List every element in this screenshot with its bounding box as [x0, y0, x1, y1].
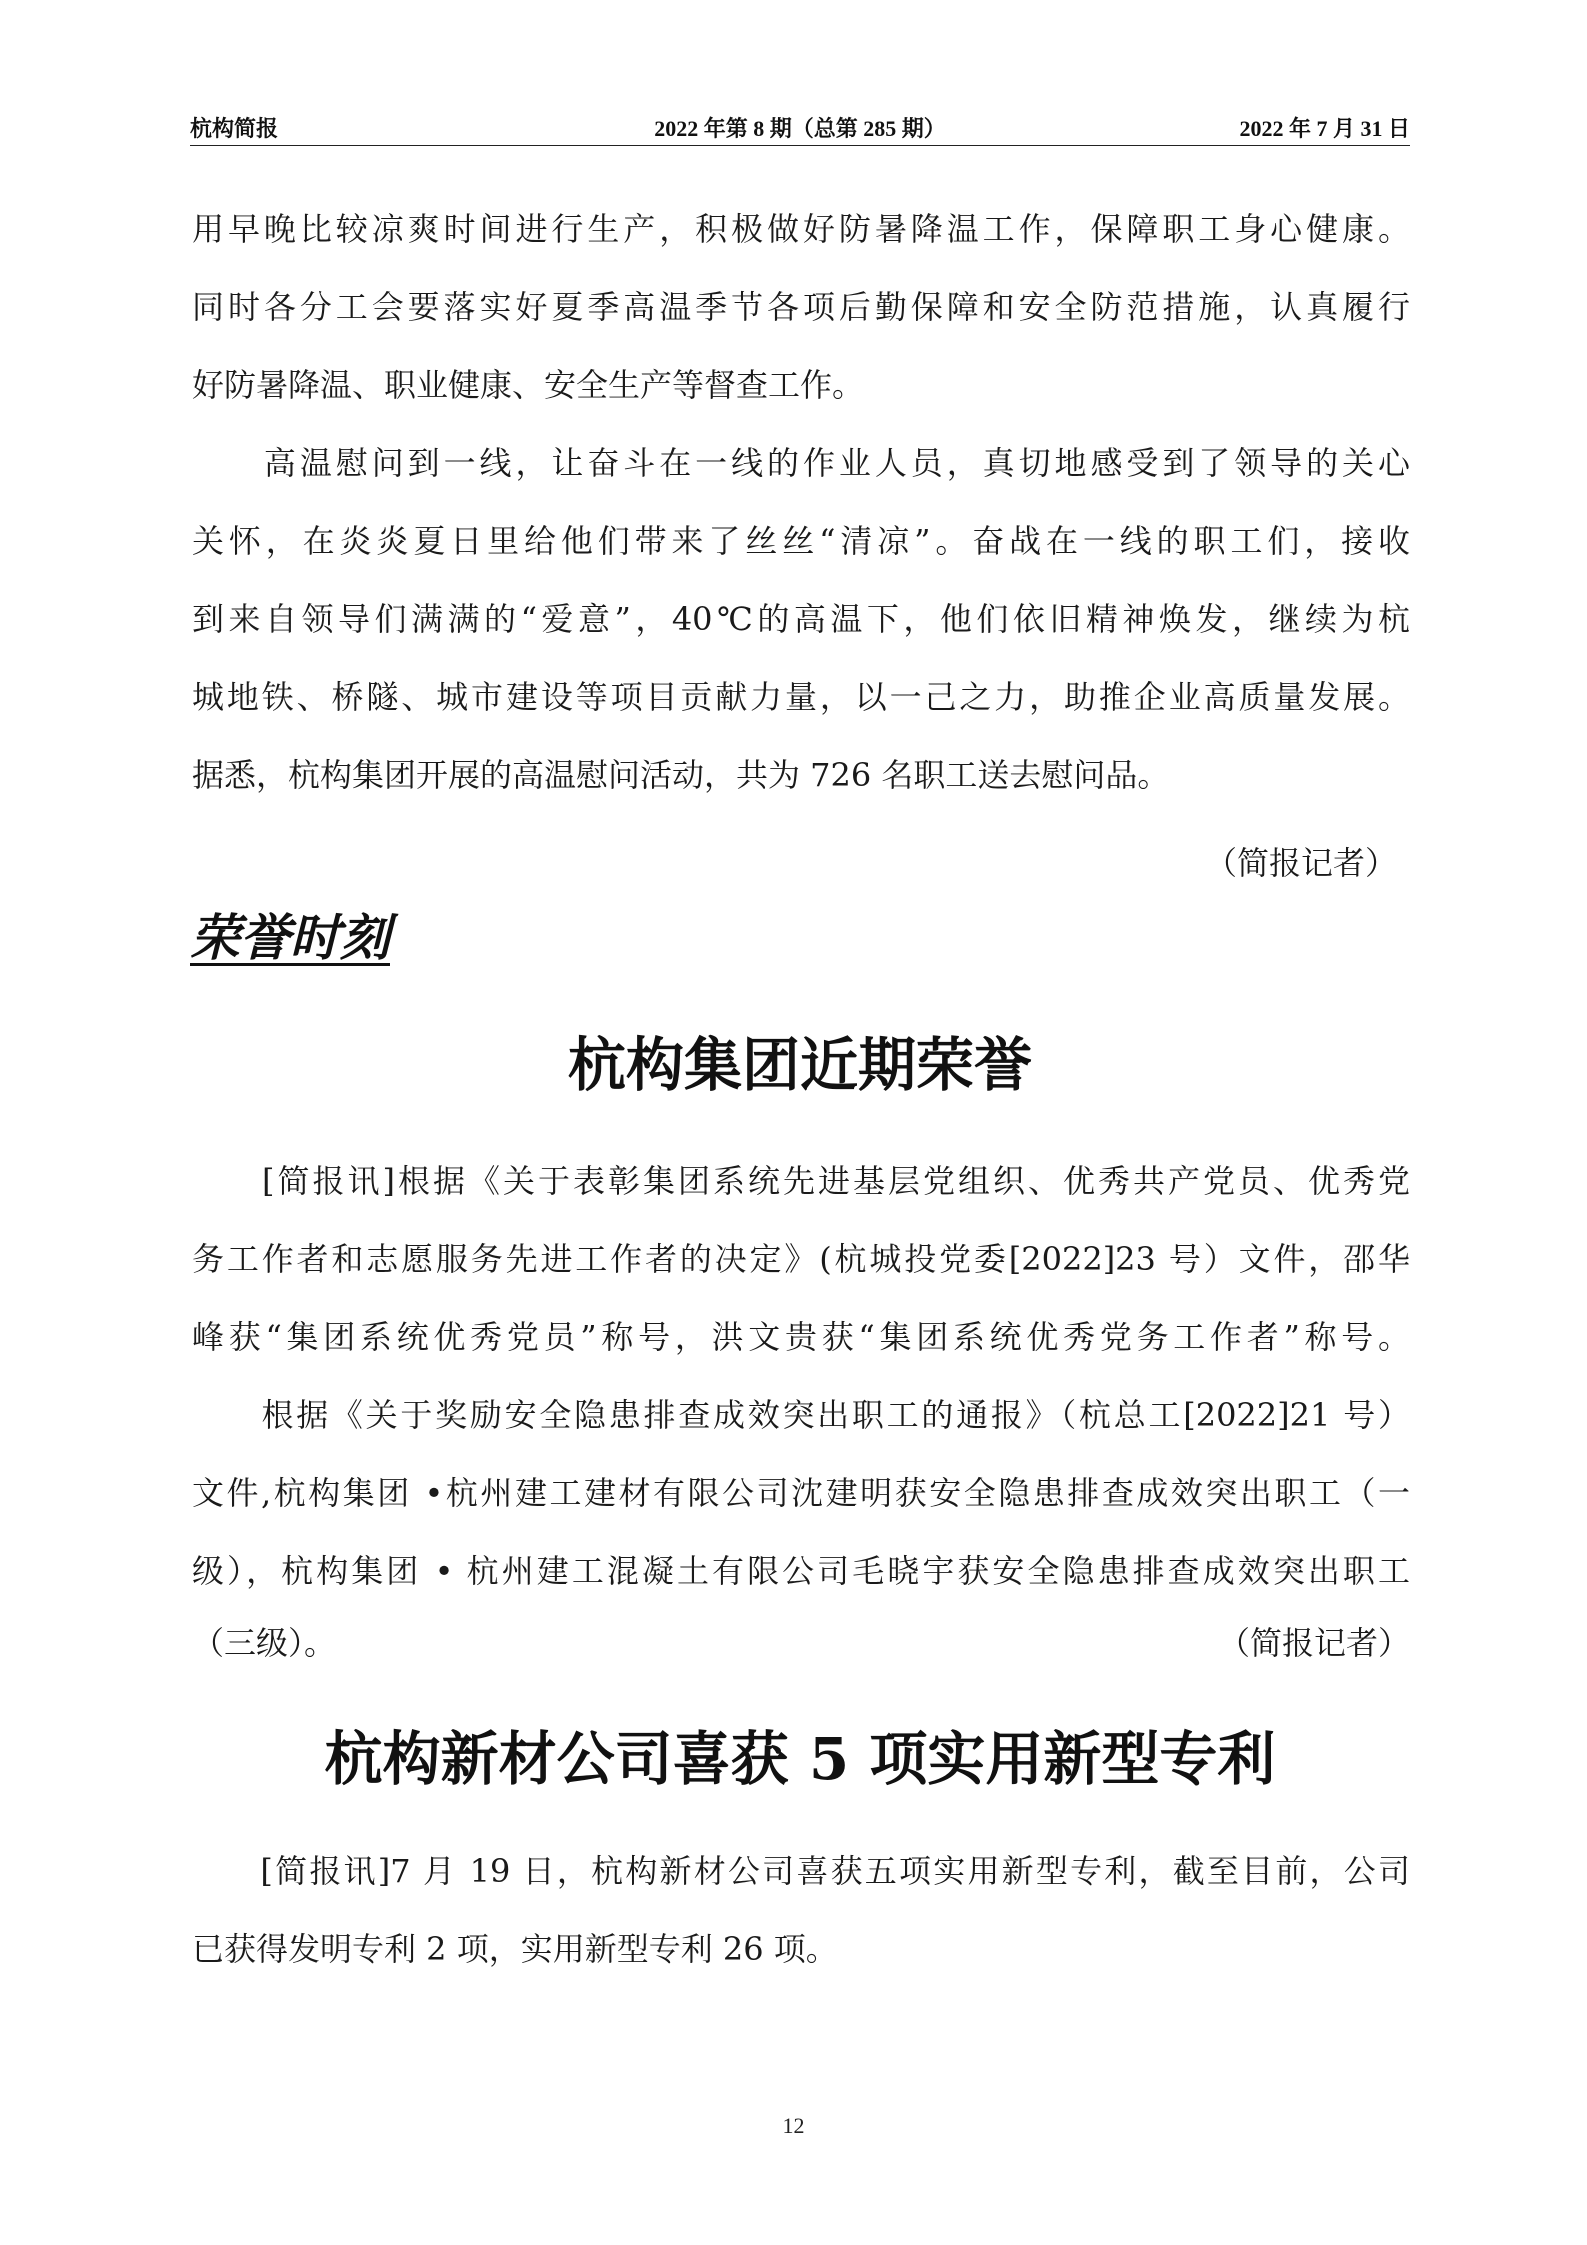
text-line: 到来自领导们满满的“爱意”，40℃的高温下，他们依旧精神焕发，继续为杭: [192, 600, 1410, 638]
second-paragraph: [192, 424, 1410, 814]
text-line: 用早晚比较凉爽时间进行生产，积极做好防暑降温工作，保障职工身心健康。: [192, 210, 1410, 248]
header-issue: 2022 年第 8 期（总第 285 期）: [654, 116, 946, 141]
article-title: 杭构集团近期荣誉: [567, 1031, 1032, 1099]
paragraph-tail: （三级）。: [192, 1624, 337, 1662]
text-line: 级），杭构集团 • 杭州建工混凝土有限公司毛晓宇获安全隐患排查成效突出职工: [192, 1552, 1410, 1590]
text-line: [简报讯]根据《关于表彰集团系统先进基层党组织、优秀共产党员、优秀党: [192, 1162, 1410, 1200]
text-line: 务工作者和志愿服务先进工作者的决定》(杭城投党委[2022]23 号）文件，邵华: [192, 1240, 1410, 1278]
reporter-credit: （简报记者）: [1204, 844, 1397, 882]
text-line: 同时各分工会要落实好夏季高温季节各项后勤保障和安全防范措施，认真履行: [192, 288, 1410, 326]
article1-paragraph-1: [192, 1142, 1410, 1376]
text-line: 峰获“集团系统优秀党员”称号，洪文贵获“集团系统优秀党务工作者”称号。: [192, 1318, 1410, 1356]
text-line: [简报讯]7 月 19 日，杭构新材公司喜获五项实用新型专利，截至目前，公司: [192, 1852, 1410, 1890]
text-line: 文件,杭构集团 •杭州建工建材有限公司沈建明获安全隐患排查成效突出职工（一: [192, 1474, 1410, 1512]
text-line: 已获得发明专利 2 项，实用新型专利 26 项。: [192, 1930, 838, 1968]
text-line: 关怀，在炎炎夏日里给他们带来了丝丝“清凉”。奋战在一线的职工们，接收: [192, 522, 1410, 560]
header-date: 2022 年 7 月 31 日: [1239, 116, 1410, 141]
text-line: 据悉，杭构集团开展的高温慰问活动，共为 726 名职工送去慰问品。: [192, 756, 1170, 794]
section-heading: 荣誉时刻: [190, 909, 390, 967]
page-number: 12: [782, 2113, 805, 2138]
article-title: 杭构新材公司喜获 5 项实用新型专利: [324, 1725, 1276, 1793]
reporter-credit: （简报记者）: [1217, 1624, 1410, 1662]
article2-paragraph-1: [192, 1832, 1410, 1988]
intro-paragraph: [192, 190, 1410, 424]
text-line: 高温慰问到一线，让奋斗在一线的作业人员，真切地感受到了领导的关心: [192, 444, 1410, 482]
header-publication-name: 杭构简报: [190, 116, 279, 141]
text-line: 城地铁、桥隧、城市建设等项目贡献力量，以一己之力，助推企业高质量发展。: [192, 678, 1410, 716]
article1-paragraph-2: [192, 1376, 1410, 1610]
text-line: 好防暑降温、职业健康、安全生产等督查工作。: [192, 366, 865, 404]
header-rule: [190, 145, 1410, 146]
page-header: [190, 112, 1410, 148]
text-line: 根据《关于奖励安全隐患排查成效突出职工的通报》（杭总工[2022]21 号）: [192, 1396, 1410, 1434]
